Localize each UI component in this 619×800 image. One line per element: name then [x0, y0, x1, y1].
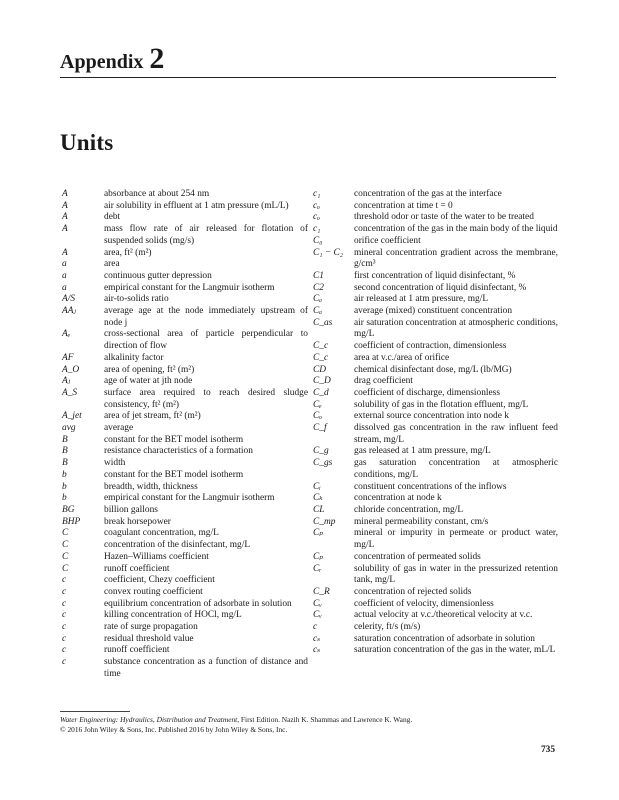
appendix-number: 2	[149, 42, 165, 75]
symbol: A	[62, 247, 68, 258]
symbol-definition: area of jet stream, ft² (m²)	[104, 411, 201, 422]
symbol-definition: debt	[104, 212, 121, 223]
symbol-entry	[62, 610, 308, 622]
symbol-definition: coagulant concentration, mg/L	[104, 528, 219, 539]
symbol-entry	[62, 528, 308, 540]
symbol-definition: rate of surge propagation	[104, 622, 198, 633]
symbol-entry	[62, 411, 308, 423]
symbol-entry	[62, 306, 308, 329]
symbol-definition: area at v.c./area of orifice	[354, 352, 450, 363]
symbol: CL	[313, 504, 325, 515]
symbol-entry	[62, 376, 308, 388]
symbol-entry	[62, 622, 308, 634]
symbol: C_gs	[313, 458, 333, 469]
symbol-entry	[62, 435, 308, 447]
symbol-entry	[62, 283, 308, 295]
symbol: A	[62, 189, 68, 199]
footnote	[60, 715, 556, 734]
symbol-definition: age of water at jth node	[104, 376, 193, 387]
symbols-left-column	[62, 189, 308, 681]
symbol-entry	[313, 458, 558, 481]
symbol-definition: billion gallons	[104, 504, 158, 515]
symbol-entry	[62, 224, 308, 247]
symbol: c	[313, 622, 318, 633]
footnote-copyright: © 2016 John Wiley & Sons, Inc. Published 2016 by John Wiley & Sons, Inc.	[60, 724, 288, 734]
symbol: C	[62, 563, 69, 574]
symbol-definition: mineral permeability constant, cm/s	[354, 516, 489, 527]
symbol-entry	[313, 236, 558, 248]
symbol-definition: area	[104, 259, 120, 270]
symbol: C_f	[313, 423, 327, 434]
symbol-entry	[313, 517, 558, 529]
symbol-entry	[313, 622, 558, 634]
symbol-definition: coefficient of discharge, dimensionless	[354, 387, 500, 398]
symbol-entry	[313, 365, 558, 377]
symbol: C₀	[313, 235, 323, 246]
symbol-definition: alkalinity factor	[104, 352, 164, 363]
symbol-definition: runoff coefficient	[104, 645, 170, 656]
symbol-entry	[313, 341, 558, 353]
symbol-entry	[62, 353, 308, 365]
symbol-entry	[313, 353, 558, 365]
symbol-entry	[62, 552, 308, 564]
symbol-entry	[62, 201, 308, 213]
symbol-definition: continuous gutter depression	[104, 270, 212, 281]
symbol-entry	[62, 599, 308, 611]
symbol-entry	[313, 376, 558, 388]
symbol: CD	[313, 364, 327, 375]
symbol-entry	[62, 388, 308, 411]
symbol: Cₚ	[313, 551, 324, 562]
symbol-definition: absorbance at about 254 nm	[104, 189, 210, 199]
symbol-definition: mineral concentration gradient across the membrane, g/cm³	[354, 247, 558, 270]
symbol-definition: empirical constant for the Langmuir isotherm	[104, 493, 275, 504]
symbol: a	[62, 282, 67, 293]
symbol-entry	[62, 248, 308, 260]
symbol: C_c	[313, 341, 329, 352]
symbol-definition: celerity, ft/s (m/s)	[354, 622, 421, 633]
symbol-definition: concentration of permeated solids	[354, 551, 481, 562]
symbol-entry	[313, 482, 558, 494]
symbol-entry	[313, 294, 558, 306]
symbol-entry	[313, 248, 558, 271]
symbol-entry	[313, 388, 558, 400]
symbol: B	[62, 434, 68, 445]
symbol: avg	[62, 423, 76, 434]
symbol: C_mp	[313, 516, 336, 527]
symbol-definition: concentration of the disinfectant, mg/L	[104, 540, 251, 551]
footnote-rule	[60, 711, 130, 712]
symbol: AAⱼ	[62, 306, 76, 317]
symbol: Cₚ	[313, 528, 324, 539]
symbol-entry	[313, 423, 558, 446]
symbol-definition: drag coefficient	[354, 376, 413, 387]
symbol-entry	[62, 493, 308, 505]
symbol-definition: break horsepower	[104, 516, 171, 527]
symbols-right-column	[313, 189, 558, 657]
symbol: c	[62, 586, 67, 597]
symbol-entry	[62, 540, 308, 552]
symbol: C_D	[313, 376, 331, 387]
symbol-definition: width	[104, 458, 126, 469]
symbol: C_g	[313, 446, 329, 457]
symbol: Cₒ	[313, 411, 322, 422]
symbol: C2	[313, 282, 324, 293]
symbol: c	[62, 657, 67, 668]
symbol: A_jet	[62, 411, 82, 422]
symbol: BHP	[62, 516, 81, 527]
symbol-definition: area, ft² (m²)	[104, 247, 152, 258]
symbol-definition: cross-sectional area of particle perpendicular to direction of flow	[104, 329, 308, 352]
symbol-definition: average (mixed) constituent concentration	[354, 306, 513, 317]
symbol-entry	[62, 587, 308, 599]
symbol-entry	[62, 657, 308, 680]
symbol: Aⱼ	[62, 376, 71, 387]
symbol: a	[62, 270, 67, 281]
symbol: C_d	[313, 387, 329, 398]
symbol-definition: concentration of rejected solids	[354, 586, 472, 597]
symbol-definition: gas saturation concentration at atmospheric conditions, mg/L	[354, 458, 558, 480]
symbol-entry	[62, 271, 308, 283]
symbol-definition: dissolved gas concentration in the raw influent feed stream, mg/L	[354, 423, 558, 445]
symbol: C_c	[313, 352, 329, 363]
symbol-definition: air released at 1 atm pressure, mg/L	[354, 294, 489, 305]
symbol: C_as	[313, 317, 333, 328]
symbol-definition: mineral or impurity in permeate or product water, mg/L	[354, 528, 558, 551]
symbol: A_S	[62, 387, 78, 398]
symbol: Cᵥ	[313, 598, 322, 609]
symbol-definition: saturation concentration of adsorbate in solution	[354, 633, 535, 644]
symbol-entry	[62, 564, 308, 576]
symbol: C1	[313, 270, 324, 281]
symbol-entry	[62, 259, 308, 271]
symbol-definition: mass flow rate of air released for flotation of suspended solids (mg/s)	[104, 224, 308, 246]
footnote-authors: , First Edition. Nazih K. Shammas and Lawrence K. Wang.	[237, 715, 413, 724]
symbol-definition: concentration of the gas at the interface	[354, 189, 502, 199]
symbol-definition: convex routing coefficient	[104, 586, 203, 597]
symbol-definition: gas released at 1 atm pressure, mg/L	[354, 446, 491, 457]
symbol: Cₐ	[313, 294, 322, 305]
symbol-definition: saturation concentration of the gas in the water, mL/L	[354, 645, 556, 656]
symbol-entry	[62, 458, 308, 470]
symbol-definition: actual velocity at v.c./theoretical velocity at v.c.	[354, 610, 533, 621]
symbol: B	[62, 446, 68, 457]
symbol-entry	[313, 306, 558, 318]
symbol: c	[62, 633, 67, 644]
symbol: c	[62, 622, 67, 633]
symbol: c	[62, 645, 67, 656]
symbol: A/S	[62, 294, 76, 305]
symbol: A_O	[62, 364, 80, 375]
symbol-entry	[313, 271, 558, 283]
symbol-definition: coefficient, Chezy coefficient	[104, 575, 215, 586]
symbol: c	[62, 610, 67, 621]
symbol-entry	[313, 201, 558, 213]
symbol-entry	[313, 587, 558, 599]
symbol-entry	[62, 423, 308, 435]
symbol-definition: air-to-solids ratio	[104, 294, 169, 305]
symbol-entry	[62, 470, 308, 482]
symbol: c	[62, 598, 67, 609]
symbol-entry	[62, 189, 308, 201]
symbol-definition: resistance characteristics of a formation	[104, 446, 253, 457]
symbol: Cᵢ	[313, 481, 321, 492]
symbol-definition: equilibrium concentration of adsorbate in solution	[104, 598, 292, 609]
symbol-entry	[313, 552, 558, 564]
symbol-definition: average	[104, 423, 134, 434]
symbol-entry	[62, 505, 308, 517]
symbol: B	[62, 458, 68, 469]
page-title: Units	[60, 130, 114, 155]
symbol-definition: air saturation concentration at atmospheric conditions, mg/L	[354, 317, 558, 340]
symbol: C	[62, 551, 69, 562]
symbol: C_R	[313, 586, 330, 597]
symbol-entry	[62, 634, 308, 646]
symbol-definition: chloride concentration, mg/L	[354, 504, 464, 515]
symbol-entry	[62, 645, 308, 657]
symbol: cₛ	[313, 633, 321, 644]
symbol-entry	[62, 365, 308, 377]
symbol: Cᵥ	[313, 610, 322, 621]
symbol-definition: threshold odor or taste of the water to be treated	[354, 212, 534, 223]
symbol: A	[62, 212, 68, 223]
symbol-definition: solubility of gas in water in the pressurized retention tank, mg/L	[354, 563, 558, 586]
symbol: c₁	[313, 224, 321, 235]
symbol-definition: coefficient of velocity, dimensionless	[354, 598, 494, 609]
symbol: cₒ	[313, 200, 320, 211]
symbol: b	[62, 493, 67, 504]
symbol-definition: average age at the node immediately upstream of node j	[104, 306, 308, 328]
symbol-entry	[62, 446, 308, 458]
symbol: b	[62, 481, 67, 492]
symbol: C	[62, 528, 69, 539]
symbol-definition: coefficient of contraction, dimensionless	[354, 341, 507, 352]
symbol-entry	[313, 610, 558, 622]
symbol-entry	[62, 212, 308, 224]
symbol-entry	[62, 482, 308, 494]
symbol-definition: second concentration of liquid disinfectant, %	[354, 282, 527, 293]
symbol-definition: empirical constant for the Langmuir isotherm	[104, 282, 275, 293]
symbol: A	[62, 200, 68, 211]
symbol: c₁	[313, 189, 321, 199]
symbol-entry	[313, 224, 558, 236]
symbol: c	[62, 575, 67, 586]
symbol: BG	[62, 504, 75, 515]
symbol-definition: substance concentration as a function of distance and time	[104, 657, 308, 679]
symbol-entry	[62, 517, 308, 529]
symbol-entry	[313, 634, 558, 646]
symbol-entry	[62, 575, 308, 587]
symbol: AF	[62, 352, 74, 363]
symbol-definition: killing concentration of HOCl, mg/L	[104, 610, 242, 621]
symbol-definition: surface area required to reach desired sludge consistency, ft² (m²)	[104, 387, 308, 410]
symbol-entry	[313, 645, 558, 657]
symbol-definition: constituent concentrations of the inflows	[354, 481, 507, 492]
symbol: Cₐ	[313, 306, 322, 317]
symbol: Cₑ	[313, 399, 322, 410]
symbol-definition: first concentration of liquid disinfectant, %	[354, 270, 516, 281]
symbol: a	[62, 259, 67, 270]
symbol-definition: air solubility in effluent at 1 atm pressure (mL/L)	[104, 200, 289, 211]
symbol-entry	[313, 493, 558, 505]
symbol-entry	[313, 446, 558, 458]
symbol-definition: area of opening, ft² (m²)	[104, 364, 195, 375]
symbol-definition: concentration of the gas in the main body of the liquid	[354, 224, 558, 235]
appendix-heading	[60, 42, 164, 82]
appendix-label: Appendix	[60, 51, 144, 73]
symbol-entry	[313, 564, 558, 587]
symbol: Cₖ	[313, 493, 323, 504]
symbol-definition: residual threshold value	[104, 633, 194, 644]
symbol-entry	[313, 189, 558, 201]
symbol-entry	[313, 212, 558, 224]
symbol-definition: external source concentration into node k	[354, 411, 509, 422]
symbol-entry	[313, 505, 558, 517]
symbol: cₛ	[313, 645, 321, 656]
symbol-definition: constant for the BET model isotherm	[104, 434, 244, 445]
symbol-definition: constant for the BET model isotherm	[104, 469, 244, 480]
symbol-entry	[313, 400, 558, 412]
symbol-entry	[62, 294, 308, 306]
symbol-entry	[313, 283, 558, 295]
symbol: Cᵣ	[313, 563, 322, 574]
symbol-entry	[313, 318, 558, 341]
symbol-entry	[62, 329, 308, 352]
symbol-definition: breadth, width, thickness	[104, 481, 198, 492]
symbol-entry	[313, 528, 558, 551]
symbol-definition: solubility of gas in the flotation effluent, mg/L	[354, 399, 529, 410]
symbol-definition: orifice coefficient	[354, 235, 421, 246]
symbol: C	[62, 540, 69, 551]
symbol-definition: runoff coefficient	[104, 563, 170, 574]
footnote-book-title: Water Engineering: Hydraulics, Distribution and Treatment	[60, 715, 238, 724]
symbol-definition: concentration at time t = 0	[354, 200, 453, 211]
symbol: cₒ	[313, 212, 320, 223]
footnote-citation	[60, 715, 556, 725]
symbol-definition: chemical disinfectant dose, mg/L (lb/MG)	[354, 364, 512, 375]
symbol-entry	[313, 411, 558, 423]
heading-rule	[60, 77, 556, 78]
symbol: A	[62, 224, 68, 235]
page-number: 735	[540, 745, 555, 755]
symbol-definition: Hazen–Williams coefficient	[104, 551, 209, 562]
symbol-entry	[313, 599, 558, 611]
symbol: C₁ − C₂	[313, 247, 344, 258]
symbol: Aₑ	[62, 329, 71, 340]
symbol-definition: concentration at node k	[354, 493, 442, 504]
symbol: b	[62, 469, 67, 480]
